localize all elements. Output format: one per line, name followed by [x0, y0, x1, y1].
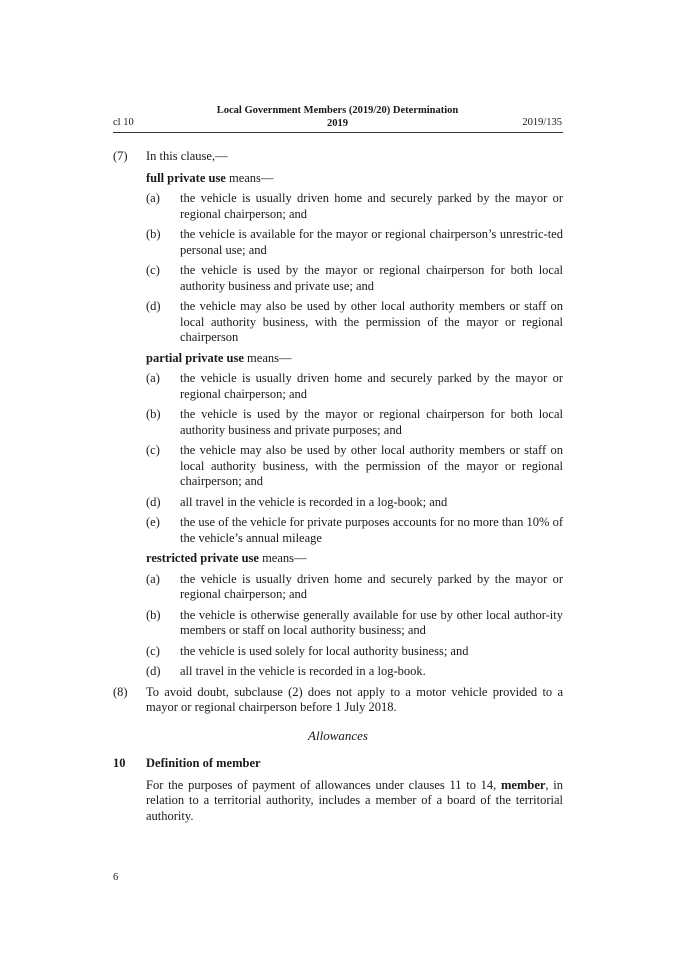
definition-heading: full private use means— — [146, 170, 274, 185]
list-item: (e) the use of the vehicle for private purposes accounts for no more than 10% of the vehicle’s annual mileage — [146, 515, 563, 545]
subclause-number: (7) — [113, 149, 128, 163]
list-item: (a) the vehicle is usually driven home and securely parked by the mayor or regional chairperson; and — [146, 571, 563, 601]
header-rule — [113, 132, 563, 133]
header-title: Local Government Members (2019/20) Determination 2019 — [216, 105, 459, 129]
subclause-7 — [113, 149, 563, 165]
subclause-number: (8) — [113, 684, 128, 699]
list-item: (d) all travel in the vehicle is recorded in a log-book; and — [146, 494, 448, 509]
list-item: (c) the vehicle may also be used by other local authority members or staff on local authority business, with the permission of the mayor or regional chairperson; and — [146, 443, 563, 488]
subclause-intro: In this clause,— — [146, 149, 228, 163]
definition-heading: partial private use means— — [146, 350, 292, 365]
list-item: (d) all travel in the vehicle is recorded in a log-book. — [146, 664, 426, 678]
list-item: (b) the vehicle is otherwise generally available for use by other local author-ity members or staff on local authority business; and — [146, 607, 563, 637]
list-item: (c) the vehicle is used by the mayor or regional chairperson for both local authority business and private use; and — [146, 263, 563, 293]
defined-term: full private use — [146, 170, 226, 185]
list-item: (b) the vehicle is used by the mayor or regional chairperson for both local authority business and private purposes; and — [146, 407, 563, 437]
list-item: (a) the vehicle is usually driven home and securely parked by the mayor or regional chairperson; and — [146, 191, 563, 221]
defined-term: member — [501, 777, 546, 792]
page-number: 6 — [113, 872, 119, 883]
defined-term: restricted private use — [146, 551, 259, 565]
list-item: (d) the vehicle may also be used by other local authority members or staff on local authority business, with the permission of the mayor or regional chairperson — [146, 299, 563, 344]
header-clause-ref: cl 10 — [113, 117, 134, 128]
subclause-text: To avoid doubt, subclause (2) does not apply to a motor vehicle provided to a mayor or regional chairperson before 1 July 2018. — [146, 684, 563, 714]
list-item: (c) the vehicle is used solely for local authority business; and — [146, 643, 469, 658]
document-body — [113, 149, 563, 824]
section-heading — [113, 756, 563, 772]
list-item: (a) the vehicle is usually driven home and securely parked by the mayor or regional chairperson; and — [146, 371, 563, 401]
list-item: (b) the vehicle is available for the mayor or regional chairperson’s unrestric-ted personal use; and — [146, 227, 563, 257]
part-heading-allowances: Allowances — [308, 727, 368, 743]
definition-heading: restricted private use means— — [146, 551, 307, 565]
subclause-8 — [113, 685, 563, 716]
defined-term: partial private use — [146, 350, 244, 365]
section-number: 10 — [113, 756, 126, 770]
section-title: Definition of member — [146, 756, 261, 770]
section-body: For the purposes of payment of allowances under clauses 11 to 14, member, in relation to a territorial authority, includes a member of a board of the territorial authority. — [146, 777, 563, 823]
header-instrument-number: 2019/135 — [522, 117, 562, 128]
